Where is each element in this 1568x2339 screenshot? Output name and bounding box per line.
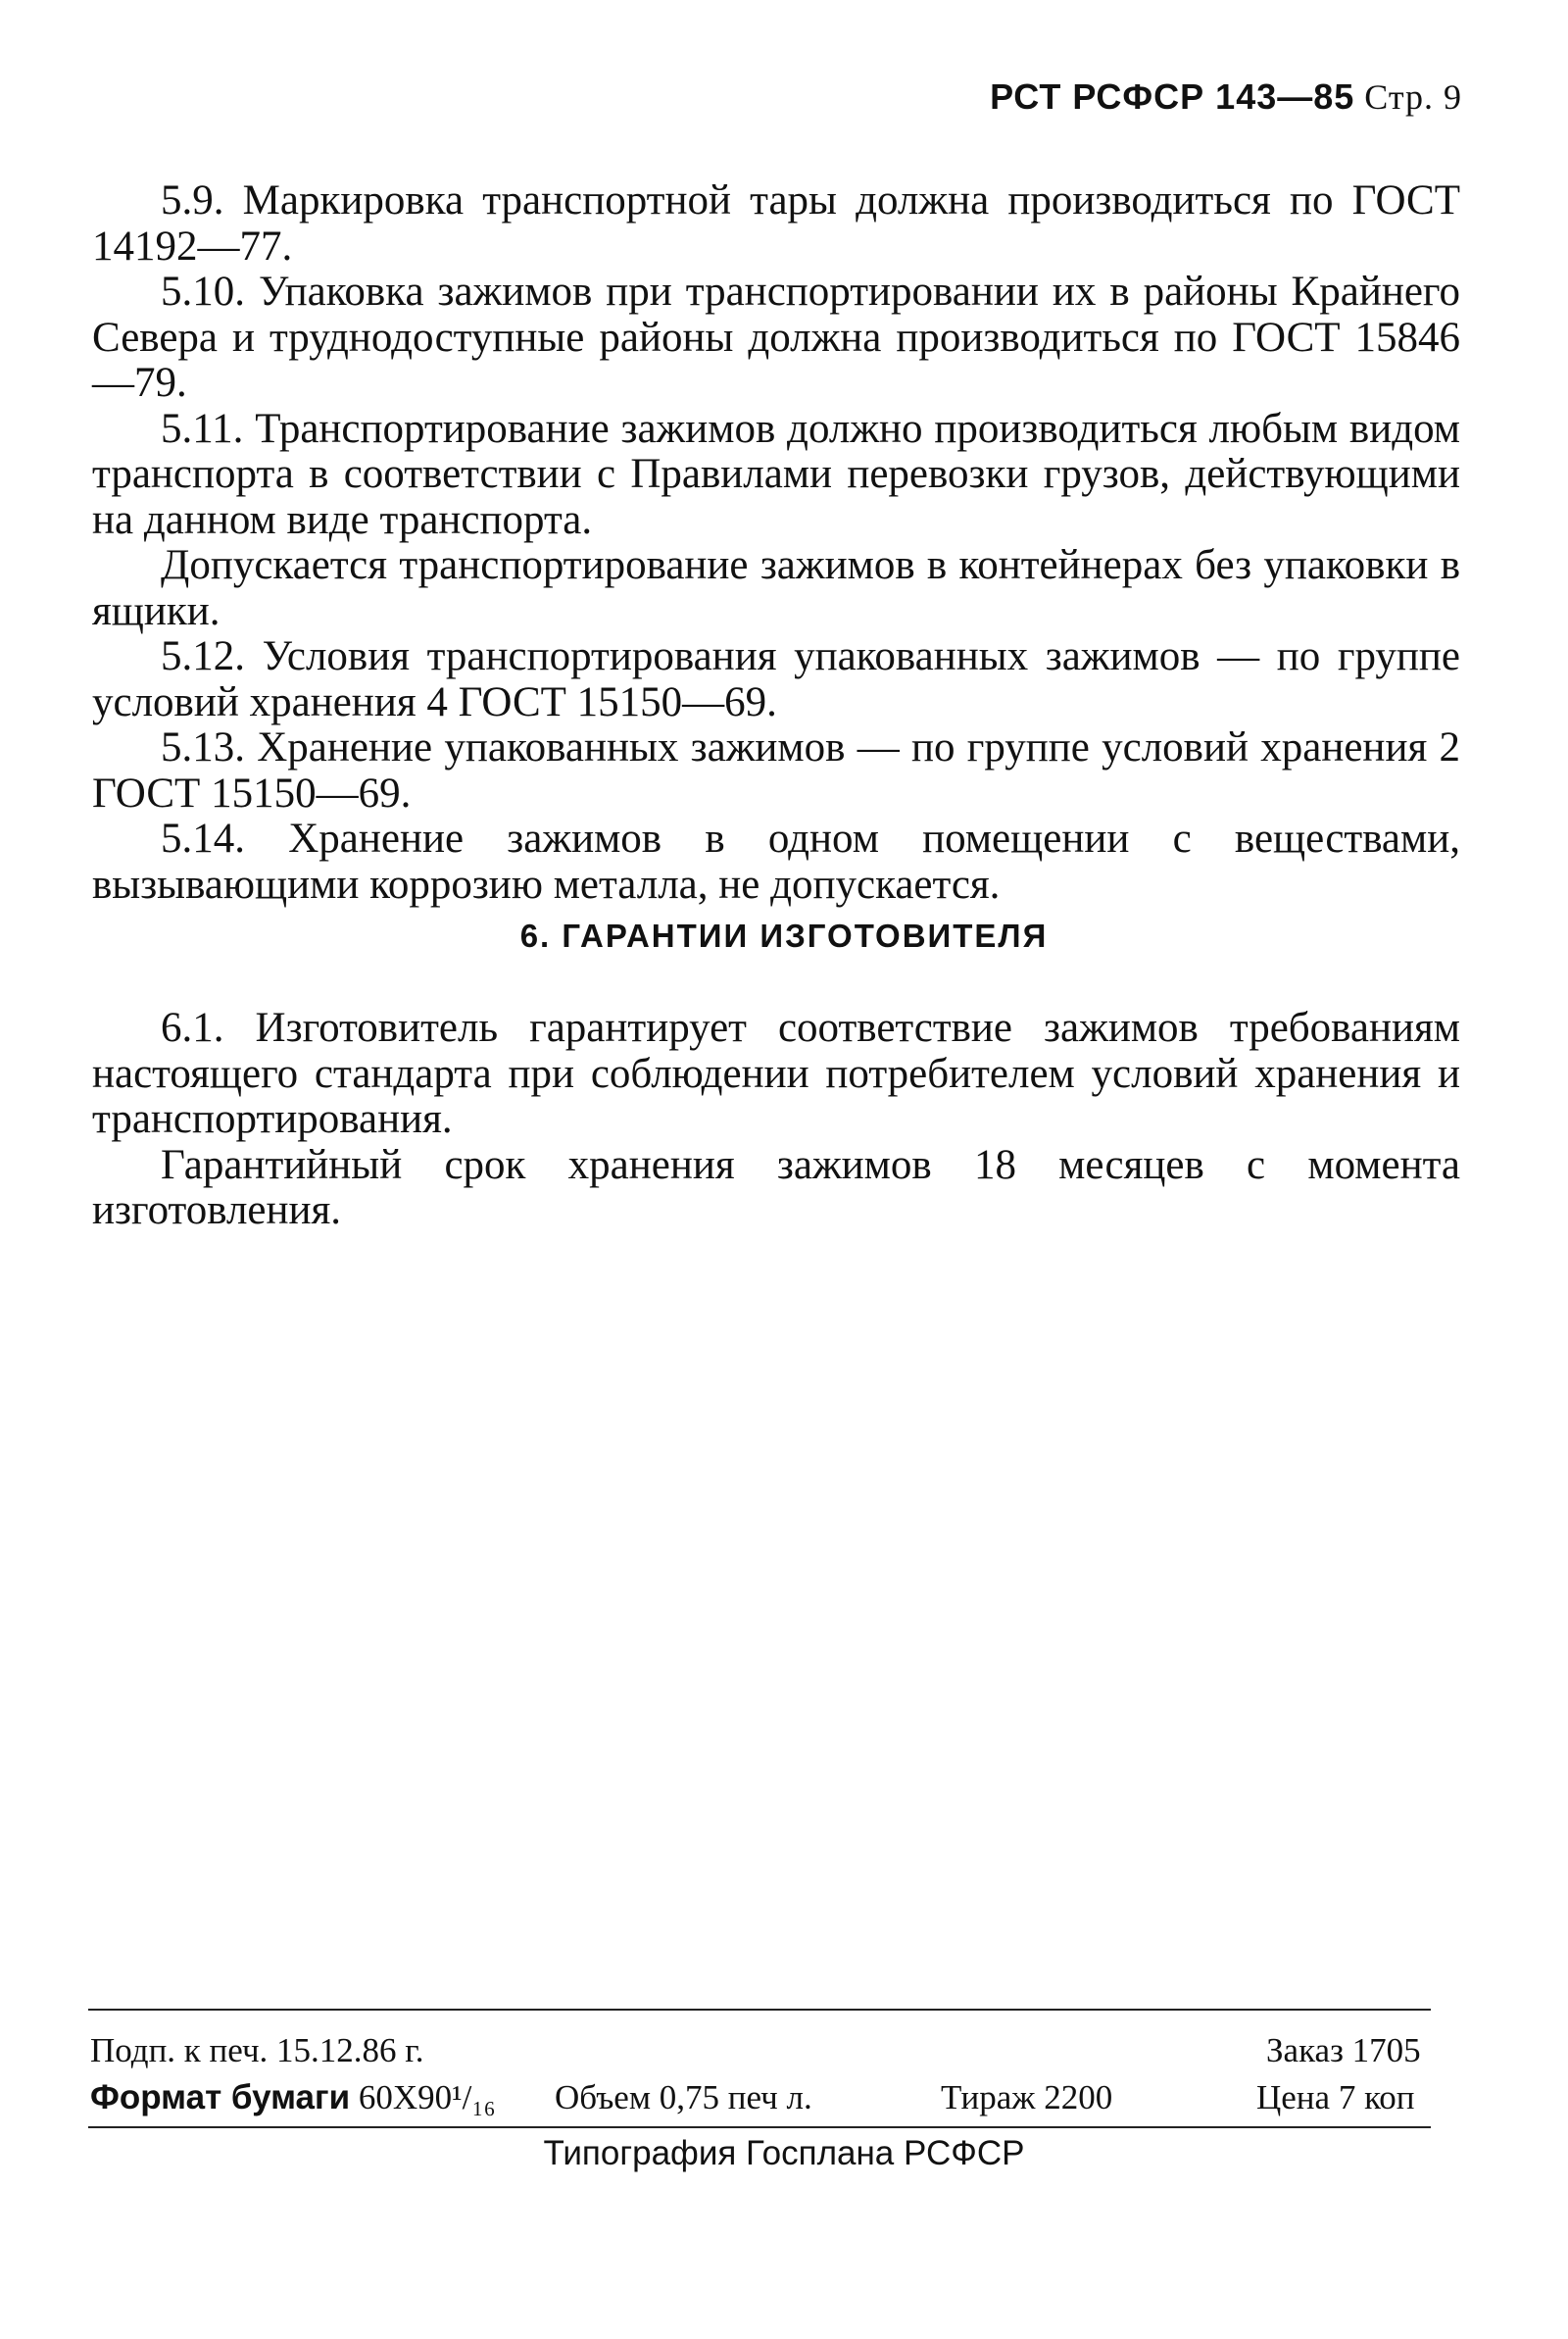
section-5-text [92,178,1460,908]
imprint-top-rule [88,2009,1431,2011]
imprint-price: Цена 7 коп [1256,2078,1415,2116]
paragraph-6-1-note: Гарантийный срок хранения зажимов 18 месяцев с момента изготовления. [92,1141,1460,1233]
paragraph-5-9: 5.9. Маркировка транспортной тары должна производиться по ГОСТ 14192—77. [92,177,1460,270]
standard-code: РСТ РСФСР 143—85 [990,76,1355,117]
paragraph-5-12: 5.12. Условия транспортирования упакованных зажимов — по группе условий хранения 4 ГОСТ 15150—69. [92,633,1460,725]
imprint-signed: Подп. к печ. 15.12.86 г. [90,2031,424,2069]
paragraph-5-11-note: Допускается транспортирование зажимов в контейнерах без упаковки в ящики. [92,542,1460,634]
imprint-volume: Объем 0,75 печ л. [555,2078,812,2116]
section-6-title: 6. ГАРАНТИИ ИЗГОТОВИТЕЛЯ [519,918,1049,954]
imprint-format-label: Формат бумаги [90,2078,351,2116]
imprint-print-run: Тираж 2200 [941,2078,1113,2116]
paragraph-5-14: 5.14. Хранение зажимов в одном помещении с веществами, вызывающими коррозию металла, не допускается. [92,816,1460,908]
page-header [990,76,1462,118]
imprint-printer: Типография Госплана РСФСР [543,2134,1025,2172]
paragraph-5-11: 5.11. Транспортирование зажимов должно производиться любым видом транспорта в соответствии с Правилами перевозки грузов, действующими на данном виде транспорта. [92,405,1460,543]
paragraph-5-13: 5.13. Хранение упакованных зажимов — по группе условий хранения 2 ГОСТ 15150—69. [92,724,1460,817]
imprint-order: Заказ 1705 [1266,2031,1421,2069]
paragraph-6-1: 6.1. Изготовитель гарантирует соответствие зажимов требованиям настоящего стандарта при соблюдении потребителем условий хранения и транспортирования. [92,1005,1460,1142]
imprint-format [90,2078,496,2117]
imprint-format-value: 60X90¹/₁₆ [358,2078,496,2116]
page-number: Стр. 9 [1364,77,1462,117]
imprint-bottom-rule [88,2126,1431,2128]
paragraph-5-10: 5.10. Упаковка зажимов при транспортировании их в районы Крайнего Севера и труднодоступные районы должна производиться по ГОСТ 15846—79. [92,269,1460,406]
section-6-text [92,1006,1460,1234]
